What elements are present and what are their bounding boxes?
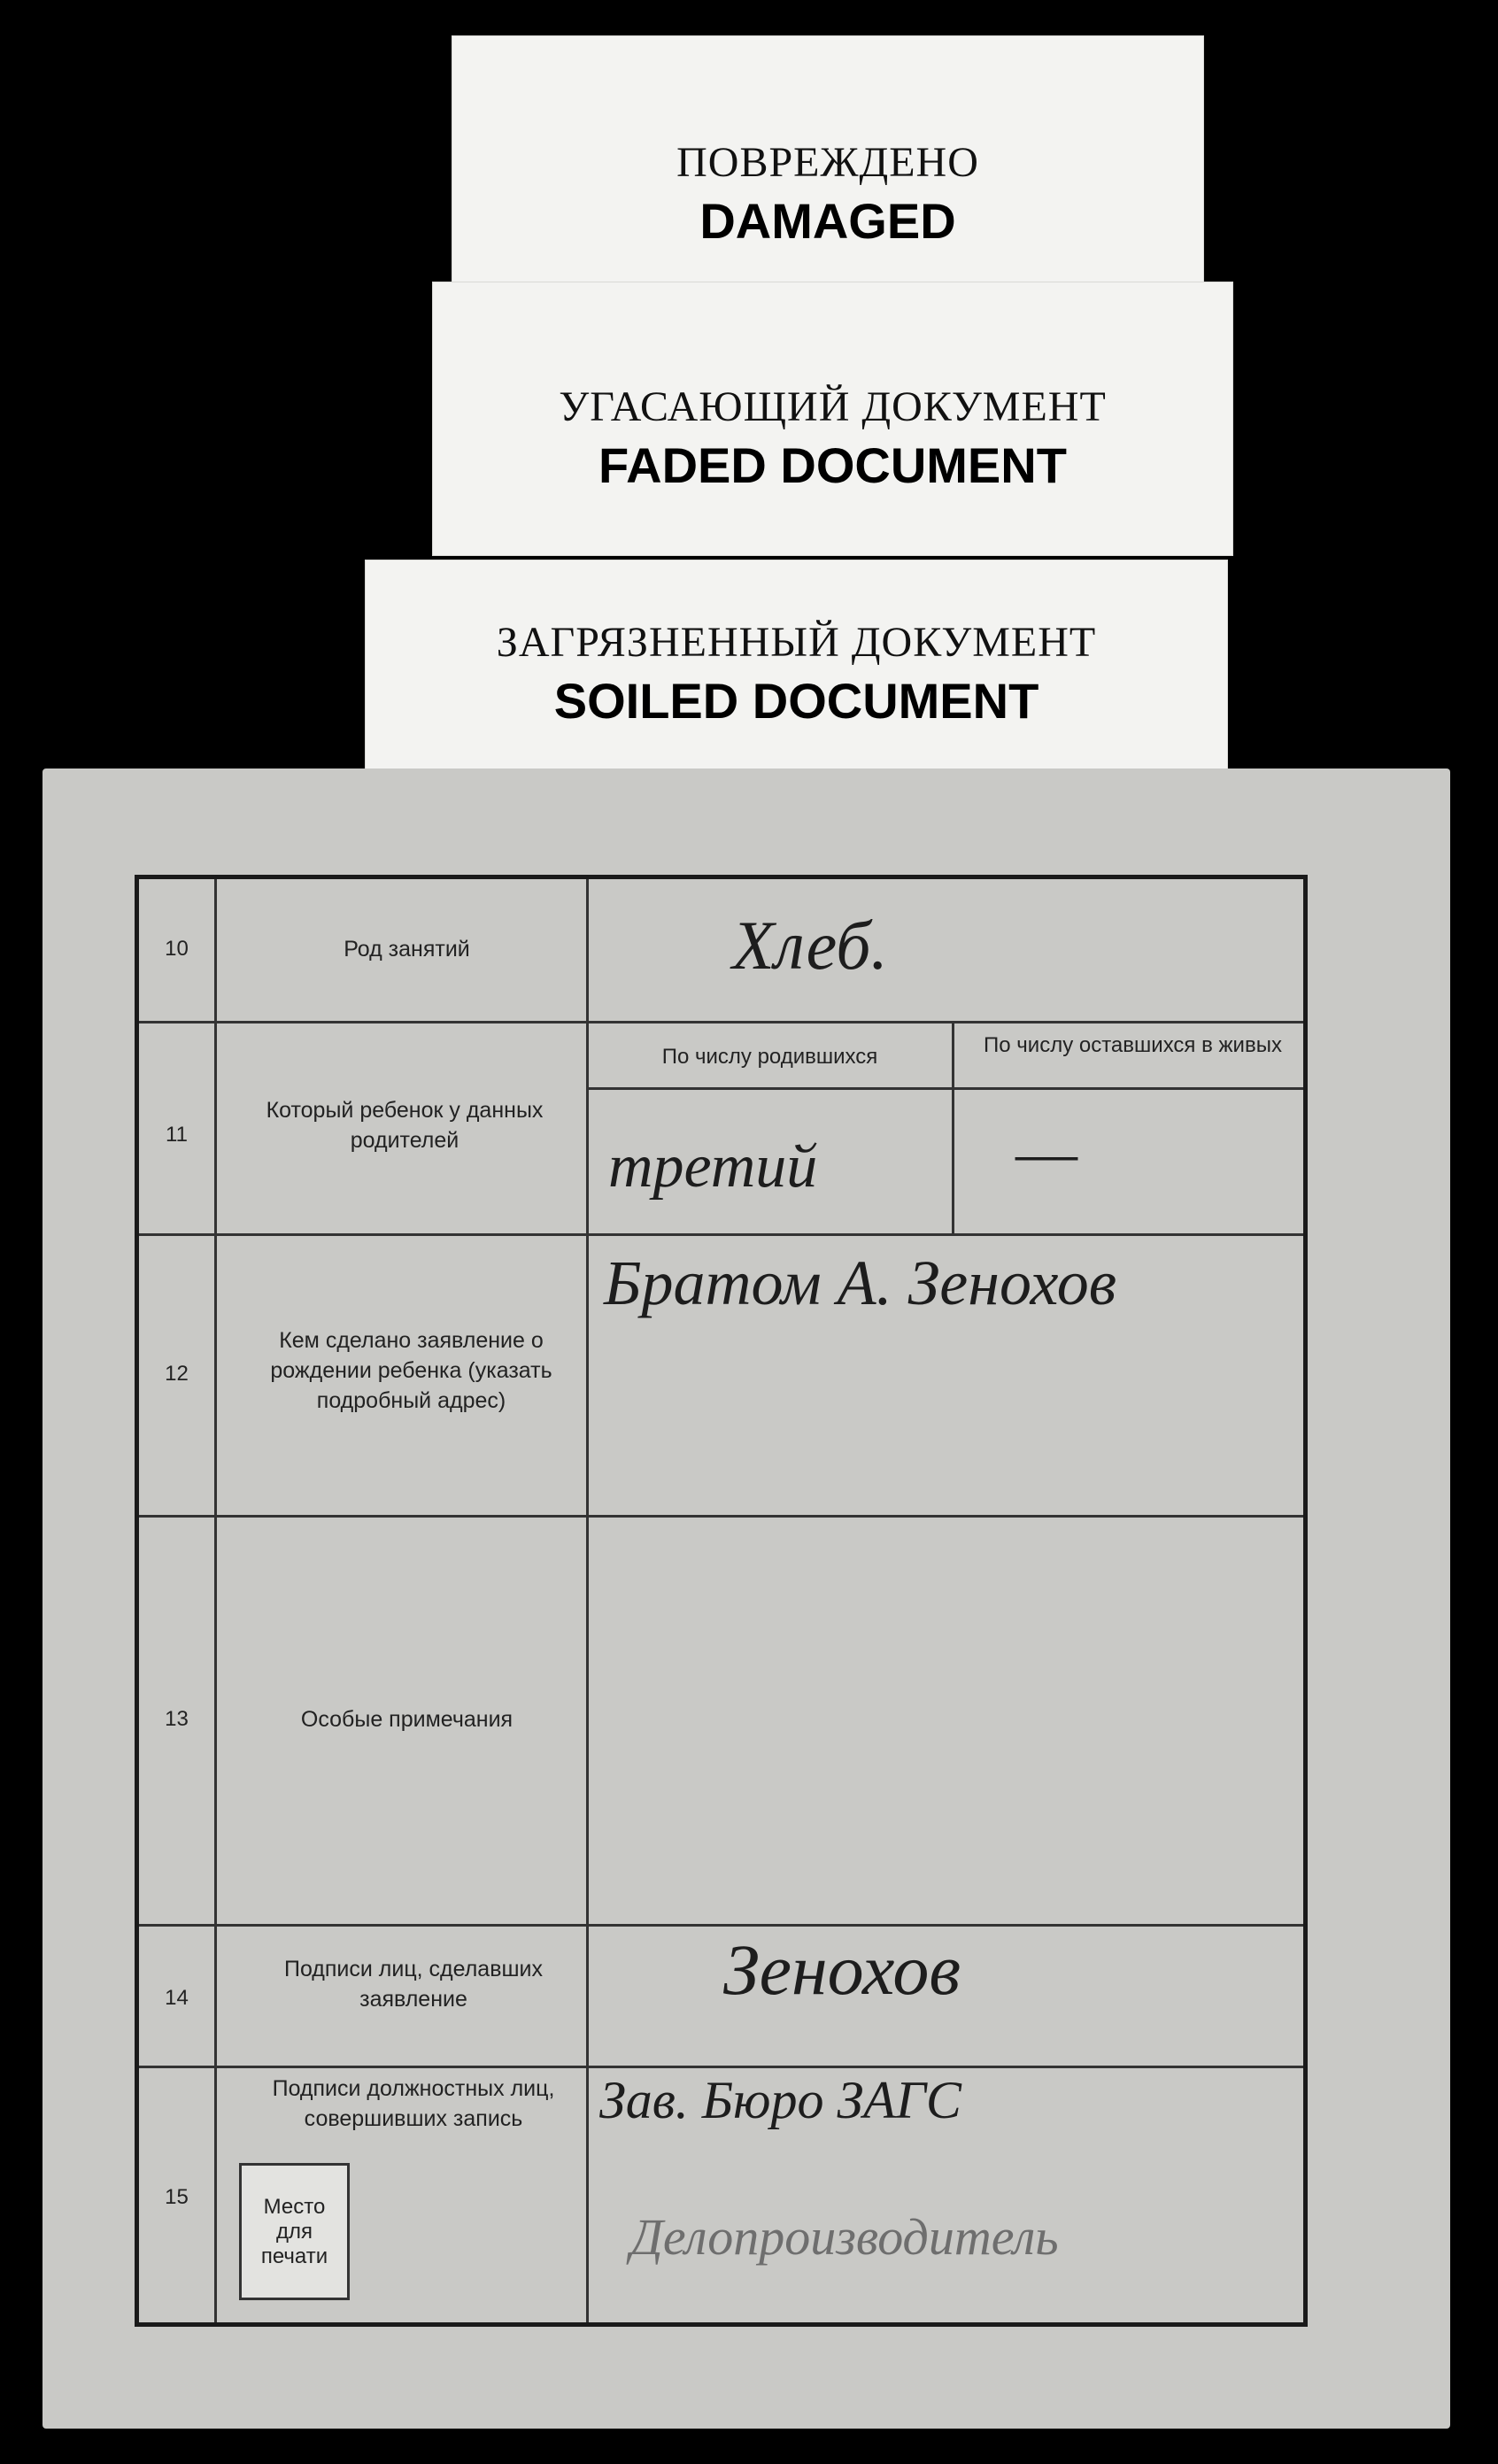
row-label: Подписи лиц, сделавших заявление [283, 1957, 544, 2012]
row-number: 11 [166, 1123, 188, 1147]
row-number: 14 [165, 1986, 189, 2010]
row-divider [139, 2066, 1303, 2068]
seal-placeholder [239, 2163, 350, 2300]
official-signature-1: Зав. Бюро ЗАГС [599, 2071, 961, 2129]
row-number: 12 [165, 1362, 189, 1386]
damaged-label [452, 35, 1204, 301]
row-number: 10 [165, 937, 189, 961]
faded-label [432, 282, 1233, 556]
damaged-label-ru: ПОВРЕЖДЕНО [676, 139, 979, 186]
column-divider-number [214, 879, 217, 2322]
seal-text-2: для [275, 2219, 313, 2244]
column-divider-child-count [952, 1021, 954, 1233]
register-form [135, 875, 1308, 2327]
row-divider [139, 1924, 1303, 1927]
column-header-born: По числу родившихся [661, 1045, 878, 1069]
row-label: Род занятий [344, 937, 470, 962]
row-label: Особые примечания [300, 1707, 513, 1732]
official-signature-2: Делопроизводитель [630, 2208, 1059, 2266]
child-alive-handwriting: — [1015, 1119, 1077, 1187]
occupation-handwriting: Хлеб. [732, 907, 888, 984]
row-label: Который ребенок у данных родителей [266, 1098, 544, 1153]
faded-label-ru: УГАСАЮЩИЙ ДОКУМЕНТ [559, 383, 1107, 430]
seal-text-3: печати [260, 2244, 328, 2268]
row-divider [139, 1021, 1303, 1023]
faded-label-en: FADED DOCUMENT [598, 437, 1067, 493]
declarant-signature: Зенохов [723, 1929, 961, 2010]
seal-text-1: Место [263, 2194, 326, 2219]
soiled-label [365, 560, 1228, 781]
child-born-handwriting: третий [608, 1132, 818, 1201]
row-divider [139, 1233, 1303, 1236]
row-number: 13 [165, 1707, 189, 1731]
soiled-label-ru: ЗАГРЯЗНЕННЫЙ ДОКУМЕНТ [496, 619, 1097, 666]
row-number: 15 [165, 2185, 189, 2209]
column-header-alive: По числу оставшихся в живых [984, 1033, 1282, 1057]
row-label: Подписи должностных лиц, совершивших запись [272, 2076, 555, 2131]
row-divider [139, 1515, 1303, 1518]
damaged-label-en: DAMAGED [699, 193, 956, 249]
soiled-label-en: SOILED DOCUMENT [553, 673, 1039, 729]
row-label: Кем сделано заявление о рождении ребенка (указать подробный адрес) [270, 1328, 552, 1413]
subheader-divider [586, 1087, 1303, 1090]
declarant-handwriting: Братом А. Зенохов [604, 1247, 1116, 1318]
